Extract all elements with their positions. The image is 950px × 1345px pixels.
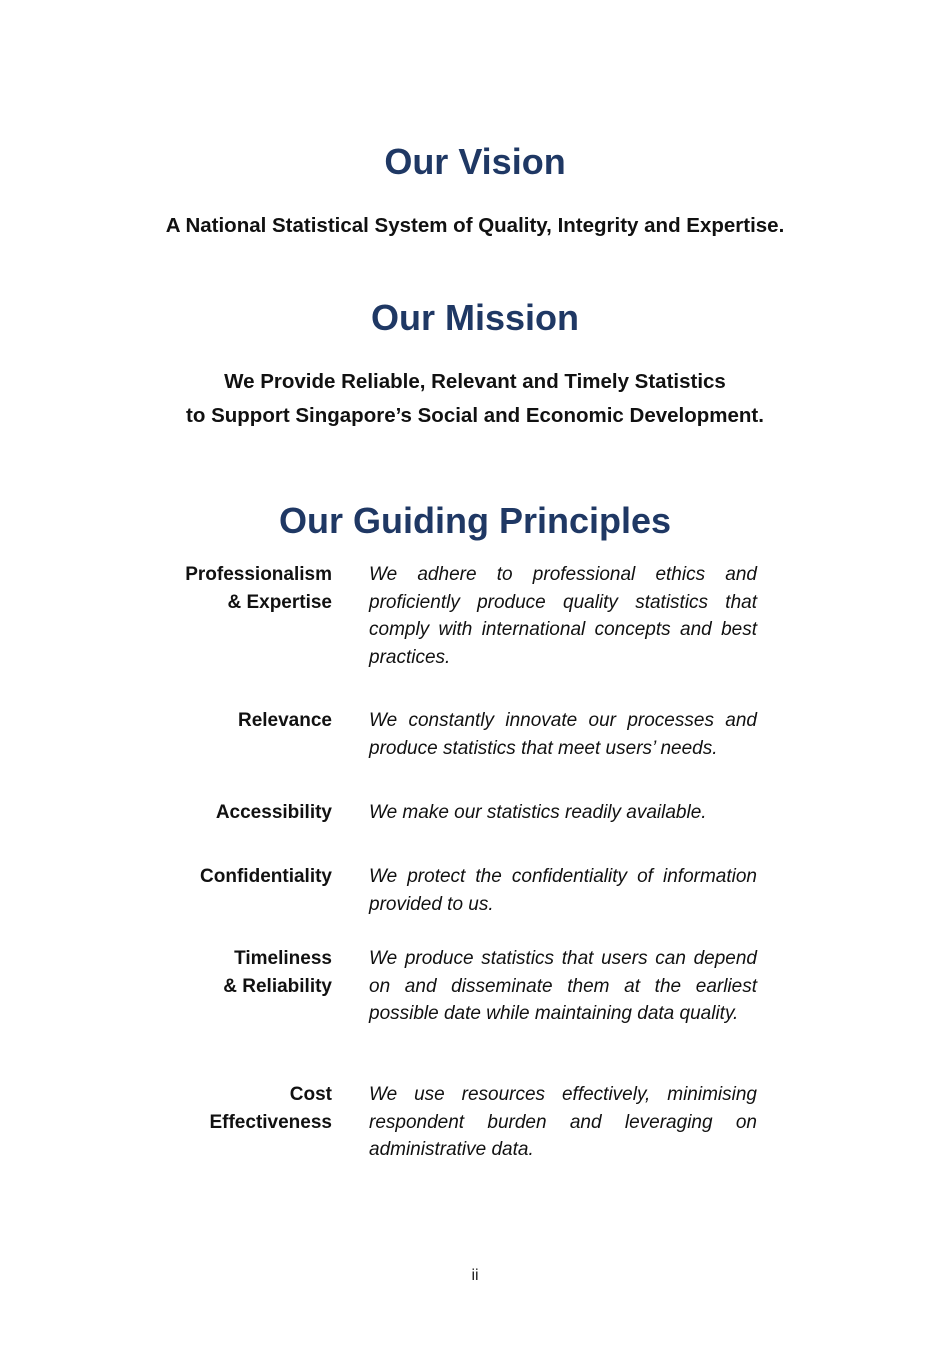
principle-item-relevance xyxy=(150,707,760,799)
principle-description: We adhere to professional ethics and proficiently produce quality statistics that comply with international concepts and best practices. xyxy=(369,564,757,668)
principle-name xyxy=(150,707,332,735)
mission-heading: Our Mission xyxy=(370,297,580,338)
vision-statement: A National Statistical System of Quality, Integrity and Expertise. xyxy=(165,214,785,237)
principle-description: We produce statistics that users can depend on and disseminate them at the earliest possible date while maintaining data quality. xyxy=(369,948,757,1024)
principle-name-line1: Accessibility xyxy=(215,802,332,823)
principle-name-line2: & Reliability xyxy=(223,975,332,997)
principle-description: We constantly innovate our processes and produce statistics that meet users’ needs. xyxy=(369,710,757,759)
principle-name-line1: Relevance xyxy=(237,710,332,731)
principle-description: We use resources effectively, minimising respondent burden and leveraging on administrative data. xyxy=(369,1084,757,1160)
principle-name-line2: Effectiveness xyxy=(209,1111,332,1133)
principle-item-accessibility xyxy=(150,799,760,863)
mission-statement xyxy=(0,365,950,433)
principles-list xyxy=(150,561,760,1164)
principle-item-professionalism xyxy=(150,561,760,707)
vision-heading: Our Vision xyxy=(384,141,566,182)
principle-item-timeliness xyxy=(150,945,760,1081)
principle-item-cost-effectiveness xyxy=(150,1081,760,1164)
principles-heading: Our Guiding Principles xyxy=(278,500,672,541)
principle-description: We protect the confidentiality of information provided to us. xyxy=(369,866,757,915)
mission-statement-line1: We Provide Reliable, Relevant and Timely Statistics xyxy=(224,370,726,393)
principle-name xyxy=(150,561,332,616)
principle-name xyxy=(150,863,332,891)
principle-name-line2: & Expertise xyxy=(227,591,332,613)
principle-name-line1: Cost xyxy=(289,1084,332,1105)
principle-name xyxy=(150,945,332,1000)
principle-name xyxy=(150,799,332,827)
mission-statement-line2: to Support Singapore’s Social and Economic Development. xyxy=(186,404,764,427)
principle-name xyxy=(150,1081,332,1136)
principle-description: We make our statistics readily available. xyxy=(369,802,707,823)
principle-name-line1: Timeliness xyxy=(234,948,332,969)
principle-name-line1: Professionalism xyxy=(185,564,332,585)
principle-item-confidentiality xyxy=(150,863,760,945)
principle-name-line1: Confidentiality xyxy=(200,866,332,887)
page-number: ii xyxy=(471,1267,479,1284)
